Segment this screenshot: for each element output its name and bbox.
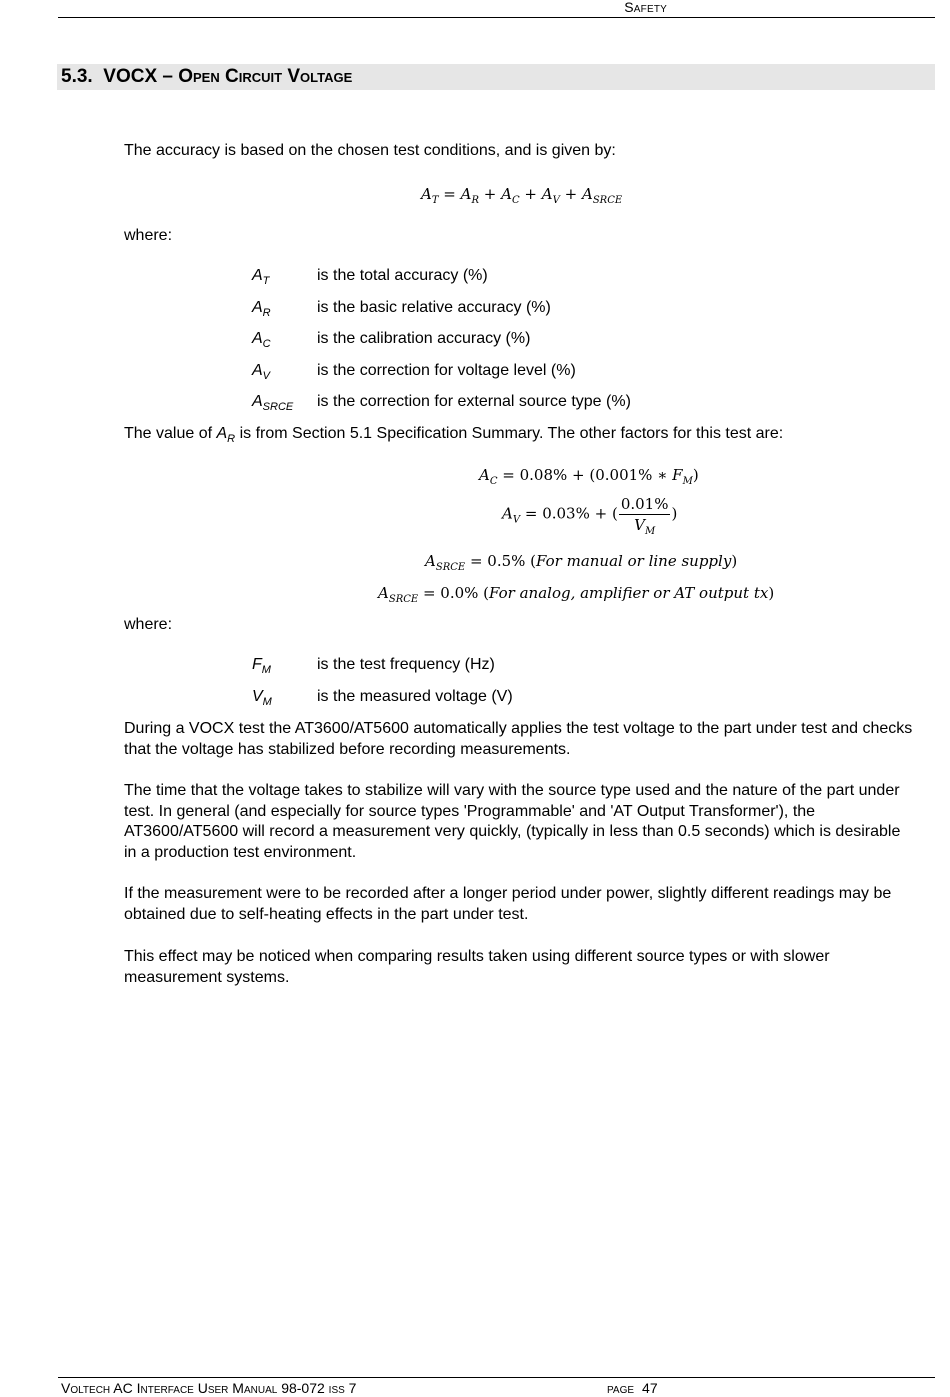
def-symbol: $A_{SRCE}$	[252, 393, 294, 413]
equation-total-accuracy: $A_T = A_R + A_C + A_V + A_{SRCE}$	[421, 185, 623, 206]
body-paragraph: During a VOCX test the AT3600/AT5600 automatically applies the test voltage to the part under test and checks that the voltage has stabilized before recording measurements.	[124, 720, 913, 758]
where-label: where:	[124, 227, 173, 244]
def-text: is the correction for voltage level (%)	[317, 362, 576, 379]
page-number: page 47	[607, 1380, 658, 1396]
def-text: is the basic relative accuracy (%)	[317, 299, 551, 316]
equation-av: $A_V = 0.03\%$ + ( $\frac{0.01\%}{V_M}$ )	[502, 495, 678, 537]
section-heading	[61, 66, 352, 88]
def-symbol: $F_M$	[252, 656, 271, 676]
fraction: $\frac{0.01\%}{V_M}$	[620, 495, 669, 537]
where-label: where:	[124, 616, 173, 633]
def-symbol: $V_M$	[252, 688, 272, 708]
def-text: is the calibration accuracy (%)	[317, 330, 531, 347]
def-symbol: $A_T$	[252, 267, 270, 287]
def-symbol: $A_V$	[252, 362, 271, 382]
equation-ac: $A_C = 0.08\% + (0.001\%$ ∗ $F_M$)	[479, 466, 699, 487]
body-paragraph: The time that the voltage takes to stabilize will vary with the source type used and the nature of the part under test. In general (and especially for source types 'Programmable' and 'AT Output Transformer'), the AT3600/AT5600 will record a measurement very quickly, (typically in less than 0.5 seconds) which is desirable in a production test environment.	[124, 782, 901, 861]
running-header: Safety	[624, 0, 667, 15]
body-paragraph: This effect may be noticed when comparing results taken using different source types or with slower measurement systems.	[124, 948, 830, 986]
footer-rule	[58, 1377, 935, 1378]
section-title: VOCX – Open Circuit Voltage	[103, 66, 353, 87]
equation-asrce-analog: $A_{SRCE} = 0.0\%$ (For analog, amplifier or AT output tx)	[378, 584, 775, 605]
intro-text: The accuracy is based on the chosen test conditions, and is given by:	[124, 142, 616, 159]
body-paragraph: If the measurement were to be recorded after a longer period under power, slightly different readings may be obtained due to self-heating effects in the part under test.	[124, 885, 892, 923]
def-text: is the total accuracy (%)	[317, 267, 488, 284]
section-number: 5.3.	[61, 66, 93, 87]
def-text: is the test frequency (Hz)	[317, 656, 495, 673]
def-text: is the correction for external source type (%)	[317, 393, 631, 410]
footer-title: Voltech AC Interface User Manual 98-072 iss 7	[61, 1380, 357, 1396]
equation-asrce-manual: $A_{SRCE} = 0.5\%$ (For manual or line supply)	[425, 552, 738, 573]
value-of-ar-text: The value of $A_R$ is from Section 5.1 Specification Summary. The other factors for this test are:	[124, 425, 784, 445]
header-rule	[58, 17, 935, 18]
def-symbol: $A_C$	[252, 330, 271, 350]
def-text: is the measured voltage (V)	[317, 688, 513, 705]
def-symbol: $A_R$	[252, 299, 271, 319]
